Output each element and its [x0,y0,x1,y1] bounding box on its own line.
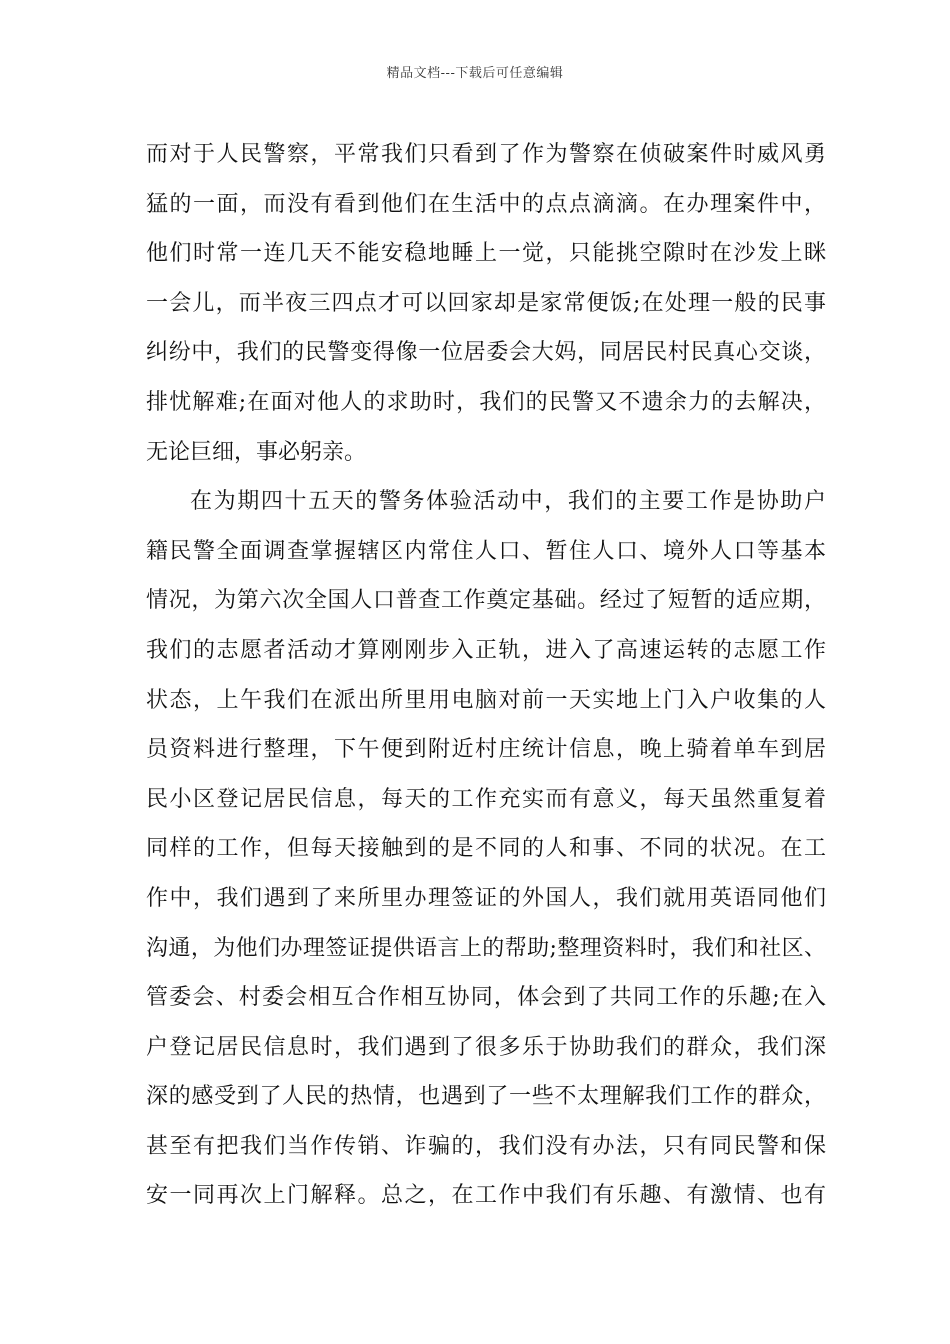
text-line: 排忧解难;在面对他人的求助时，我们的民警又不遗余力的去解决， [146,389,826,415]
text-line: 籍民警全面调查掌握辖区内常住人口、暂住人口、境外人口等基本 [146,538,826,564]
text-line: 安一同再次上门解释。总之，在工作中我们有乐趣、有激情、也有 [146,1183,826,1209]
text-line: 甚至有把我们当作传销、诈骗的，我们没有办法，只有同民警和保 [146,1133,826,1159]
text-line: 无论巨细，事必躬亲。 [146,439,367,465]
text-line: 他们时常一连几天不能安稳地睡上一觉，只能挑空隙时在沙发上眯 [146,241,826,267]
text-line: 户登记居民信息时，我们遇到了很多乐于协助我们的群众，我们深 [146,1034,826,1060]
text-line: 沟通，为他们办理签证提供语言上的帮助;整理资料时，我们和社区、 [146,935,826,961]
text-line: 在为期四十五天的警务体验活动中，我们的主要工作是协助户 [190,489,826,515]
body-text [146,130,826,1221]
text-line: 情况，为第六次全国人口普查工作奠定基础。经过了短暂的适应期， [146,588,826,614]
text-line: 民小区登记居民信息，每天的工作充实而有意义，每天虽然重复着 [146,786,826,812]
text-line: 一会儿，而半夜三四点才可以回家却是家常便饭;在处理一般的民事 [146,290,826,316]
paragraph-2 [146,477,826,1221]
text-line: 同样的工作，但每天接触到的是不同的人和事、不同的状况。在工 [146,836,826,862]
page-header: 精品文档---下载后可任意编辑 [386,66,564,81]
text-line: 深的感受到了人民的热情，也遇到了一些不太理解我们工作的群众， [146,1084,826,1110]
text-line: 状态，上午我们在派出所里用电脑对前一天实地上门入户收集的人 [146,687,826,713]
text-line: 员资料进行整理，下午便到附近村庄统计信息，晚上骑着单车到居 [146,737,826,763]
text-line: 纠纷中，我们的民警变得像一位居委会大妈，同居民村民真心交谈， [146,340,826,366]
paragraph-1 [146,130,826,477]
text-line: 作中，我们遇到了来所里办理签证的外国人，我们就用英语同他们 [146,885,826,911]
text-line: 管委会、村委会相互合作相互协同，体会到了共同工作的乐趣;在入 [146,985,826,1011]
text-line: 我们的志愿者活动才算刚刚步入正轨，进入了高速运转的志愿工作 [146,637,826,663]
text-line: 猛的一面，而没有看到他们在生活中的点点滴滴。在办理案件中， [146,191,826,217]
text-line: 而对于人民警察，平常我们只看到了作为警察在侦破案件时威风勇 [146,142,826,167]
